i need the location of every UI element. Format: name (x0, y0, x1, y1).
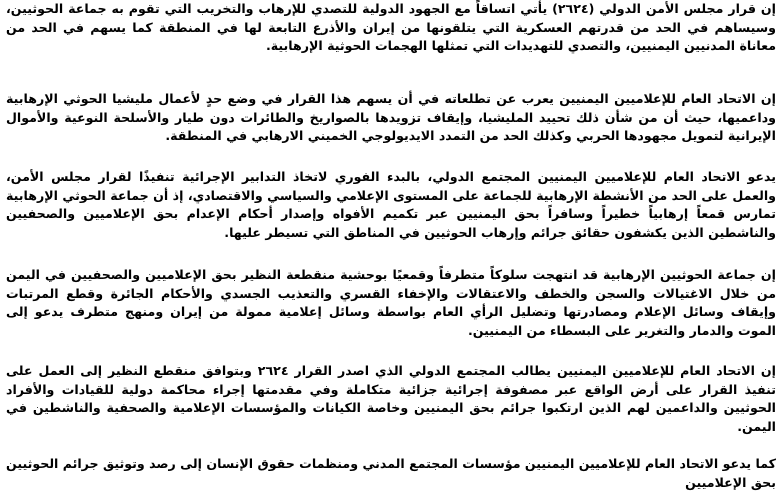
paragraph-houthi-repression: إن جماعة الحوثيين الإرهابية قد انتهجت سلوكاً متطرفاً وقمعيًا بوحشية منقطعة النظير بحق الإعلاميين والصحفيين في اليمن من خلال الاغتيالات والسجن والخطف والاعتقالات والإخفاء القسري والتعذيب الجسدي والأحكام الجائرة وقطع المرتبات وإيقاف وسائل الإعلام ومصادرتها وتضليل الرأي العام بواسطة وسائل إعلامية ممولة من إيران ومنهج متطرف يدعو إلى الموت والدمار والتغرير على البسطاء من اليمنيين. (6, 267, 776, 338)
paragraph-union-demands-implementation: إن الاتحاد العام للإعلاميين اليمنيين يطالب المجتمع الدولي الذي اصدر القرار ٢٦٢٤ وبتوافق منقطع النظير إلى العمل على تنفيذ القرار على أرض الواقع عبر مصفوفة إجرائية جزائية متكاملة وفي مقدمتها إجراء محاكمة دولية للقيادات والأفراد الحوثيين والداعمين لهم الذين ارتكبوا جرائم بحق اليمنيين وخاصة الكيانات والمؤسسات الإعلامية والصحفية والناشطين في اليمن. (6, 363, 776, 434)
paragraph-cut-off-line: كما يدعو الاتحاد العام للإعلاميين اليمنيين مؤسسات المجتمع المدني ومنظمات حقوق الإنسان إلى رصد وتوثيق جرائم الحوثيين بحق الإعلاميين (6, 456, 776, 490)
paragraph-security-council-resolution: إن قرار مجلس الأمن الدولي (٢٦٢٤) يأتي اتساقاً مع الجهود الدولية للتصدي للإرهاب والتخريب التي تقوم به جماعة الحوثيين، وسيساهم في الحد من قدرتهم العسكرية التي يتلقونها من إيران والأذرع التابعة لها في المنطقة كما يسهم في الحد من معاناة المدنيين اليمنيين، والتصدي للتهديدات التي تمثلها الهجمات الحوثية الإرهابية. (6, 1, 776, 53)
paragraph-union-call-international-community: يدعو الاتحاد العام للإعلاميين اليمنيين المجتمع الدولي، بالبدء الفوري لاتخاذ التدابير الإجرائية تنفيذًا لقرار مجلس الأمن، والعمل على الحد من الأنشطة الإرهابية للجماعة على المستوى الإعلامي والسياسي والاقتصادي، إذ أن جماعة الحوثي الإرهابية تمارس قمعاً إرهابياً خطيراً وسافراً بحق اليمنيين عبر تكميم الأفواه وإصدار أحكام الإعدام بحق الإعلاميين والصحفيين والناشطين الذين يكشفون حقائق جرائم وإرهاب الحوثيين في المناطق التي تسيطر عليها. (6, 169, 776, 240)
paragraph-union-aspirations: إن الاتحاد العام للإعلاميين اليمنيين يعرب عن تطلعاته في أن يسهم هذا القرار في وضع حدٍ لأعمال مليشيا الحوثي الإرهابية وداعميها، حيث أن من شأن ذلك تحييد المليشيا، وإيقاف تزويدها بالصواريخ والطائرات دون طيار والأسلحة النوعية والأموال الإيرانية لتمويل مجهودها الحربي وكذلك الحد من التمدد الايديولوجي الخميني الارهابي في المنطقة. (6, 91, 776, 143)
